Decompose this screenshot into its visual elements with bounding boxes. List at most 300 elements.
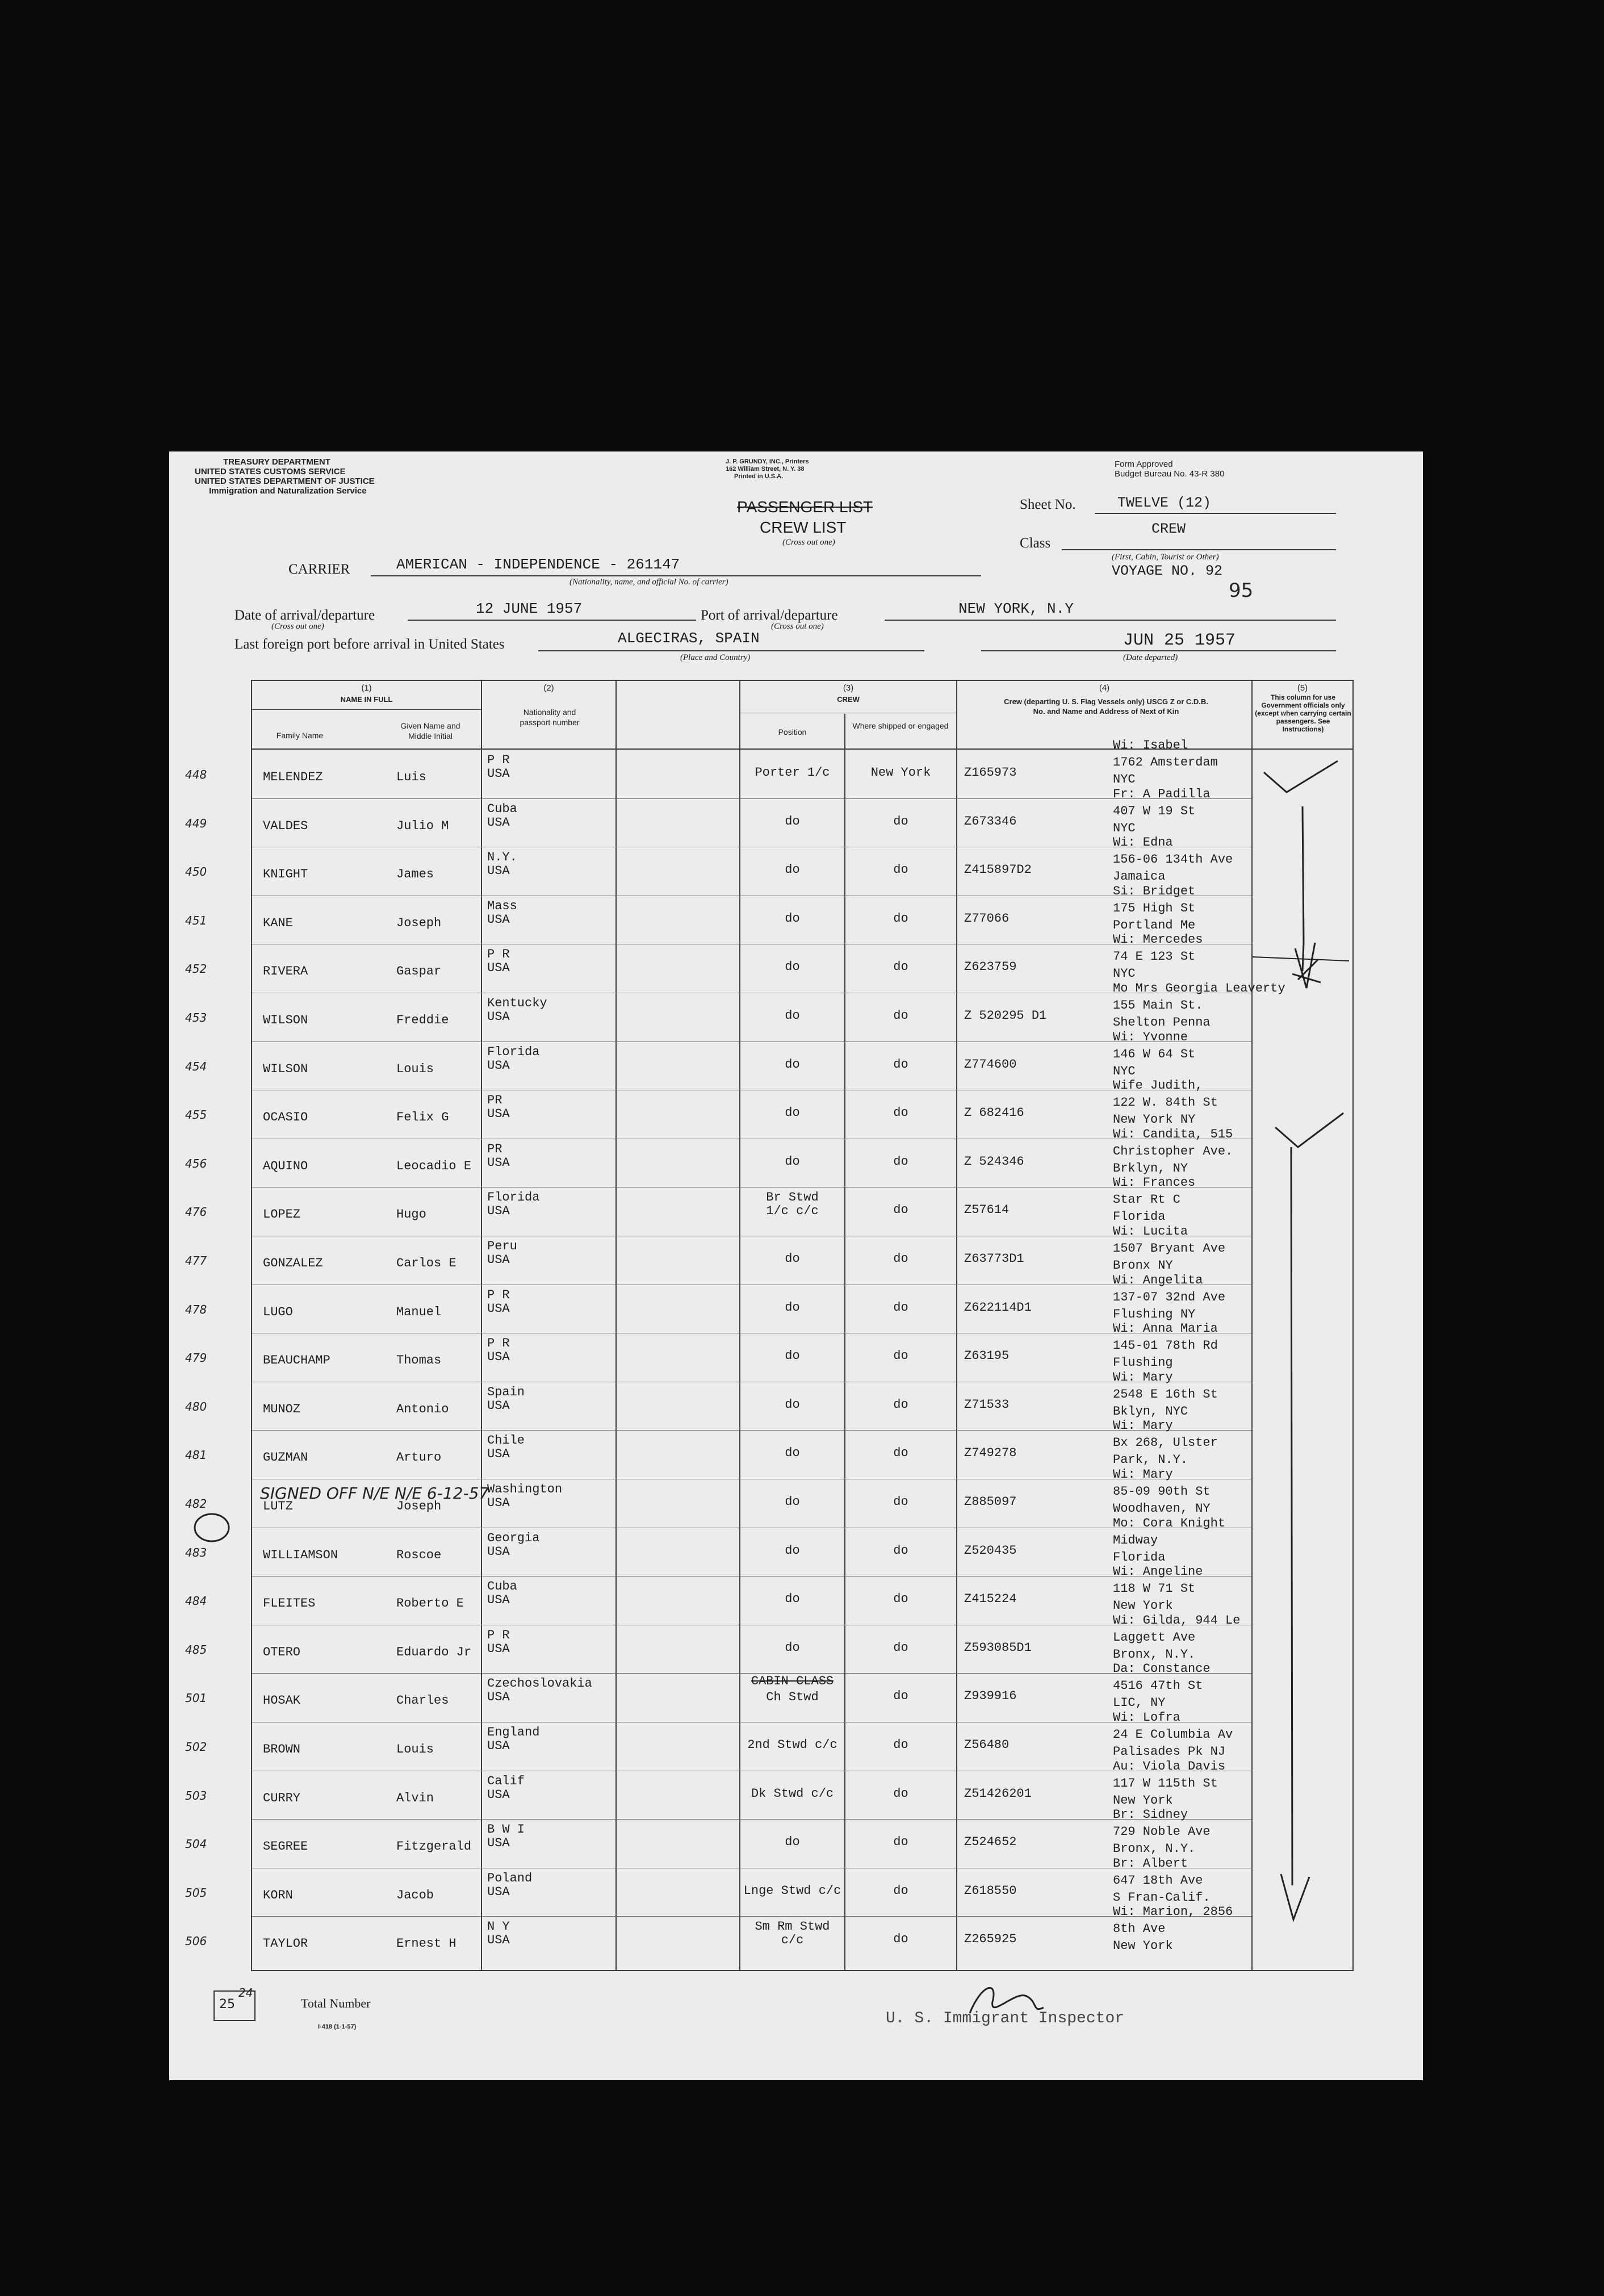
family-name: AQUINO	[263, 1159, 308, 1173]
z-number: Z673346	[964, 814, 1017, 829]
nationality: Cuba	[487, 801, 517, 816]
col3-number: (3)	[843, 683, 854, 693]
where-engaged: do	[893, 1932, 908, 1947]
nationality: Washington	[487, 1482, 563, 1496]
z-number: Z623759	[964, 960, 1017, 975]
agency-line-4: Immigration and Naturalization Service	[209, 486, 367, 496]
carrier-label: CARRIER	[288, 562, 350, 577]
z-number: Z593085D1	[964, 1640, 1032, 1655]
next-of-kin-line: Wi: Marion, 2856	[1113, 1905, 1233, 1919]
next-of-kin-line: Br: Sidney	[1113, 1808, 1188, 1822]
where-engaged: New York	[870, 766, 931, 780]
last-port-value: ALGECIRAS, SPAIN	[618, 630, 760, 647]
family-name: CURRY	[263, 1791, 301, 1805]
row-number: 454	[185, 1059, 207, 1073]
next-of-kin-line: 407 W 19 St	[1113, 804, 1196, 818]
given-name: Roscoe	[396, 1548, 442, 1562]
where-engaged: do	[893, 1397, 908, 1412]
row-number: 506	[185, 1934, 207, 1948]
last-port-label: Last foreign port before arrival in United States	[234, 637, 505, 652]
nationality: Calif	[487, 1774, 525, 1788]
where-engaged: do	[893, 863, 908, 877]
citizenship: USA	[487, 1010, 510, 1024]
given-name: Fitzgerald	[396, 1839, 472, 1854]
citizenship: USA	[487, 912, 510, 927]
row-number: 482	[185, 1497, 207, 1511]
next-of-kin-line: 1762 Amsterdam	[1113, 755, 1218, 769]
sheet-value: TWELVE (12)	[1117, 495, 1212, 511]
official-checkmarks	[1253, 750, 1352, 1971]
next-of-kin-line: 137-07 32nd Ave	[1113, 1290, 1226, 1304]
where-engaged: do	[893, 1446, 908, 1461]
nationality: Spain	[487, 1385, 525, 1399]
next-of-kin-line: Wi: Anna Maria	[1113, 1321, 1218, 1336]
given-name: Manuel	[396, 1304, 442, 1319]
nationality: Mass	[487, 898, 517, 913]
next-of-kin-line: Mo Mrs Georgia Leaverty	[1113, 981, 1285, 996]
position: Br Stwd	[766, 1190, 819, 1205]
total-hand-value: 24	[238, 1986, 253, 2000]
where-engaged: do	[893, 960, 908, 975]
row-number: 501	[185, 1691, 207, 1705]
next-of-kin-line: Christopher Ave.	[1113, 1144, 1233, 1159]
date-subtitle: (Cross out one)	[271, 622, 324, 631]
where-engaged: do	[893, 1495, 908, 1509]
z-number: Z56480	[964, 1738, 1010, 1752]
where-engaged: do	[893, 1154, 908, 1169]
carrier-subtitle: (Nationality, name, and official No. of carrier)	[569, 578, 728, 587]
position: Lnge Stwd c/c	[743, 1883, 841, 1898]
given-name: Louis	[396, 1061, 434, 1076]
given-name: Julio M	[396, 818, 449, 833]
nationality: P R	[487, 1336, 510, 1351]
position-struck: CABIN CLASS	[751, 1674, 834, 1689]
z-number: Z415224	[964, 1592, 1017, 1607]
printer-line-2: 162 William Street, N. Y. 38	[726, 466, 805, 472]
position: do	[785, 1252, 800, 1266]
next-of-kin-line: Si: Bridget	[1113, 884, 1196, 898]
nationality: P R	[487, 1628, 510, 1642]
next-of-kin-line: Bklyn, NYC	[1113, 1404, 1188, 1419]
next-of-kin-line: 155 Main St.	[1113, 998, 1203, 1013]
departed-date-subtitle: (Date departed)	[1123, 653, 1178, 662]
position: do	[785, 814, 800, 829]
given-name: Thomas	[396, 1353, 442, 1368]
z-number: Z 520295 D1	[964, 1009, 1047, 1023]
next-of-kin-line: Star Rt C	[1113, 1193, 1180, 1207]
next-of-kin-line: Brklyn, NY	[1113, 1161, 1188, 1176]
total-label: Total Number	[301, 1996, 371, 2010]
family-name: WILLIAMSON	[263, 1548, 338, 1562]
page-number: 95	[1229, 579, 1254, 602]
nationality: Florida	[487, 1044, 540, 1059]
row-number: 479	[185, 1351, 207, 1365]
z-number: Z165973	[964, 766, 1017, 780]
port-label: Port of arrival/departure	[701, 608, 838, 623]
agency-line-2: UNITED STATES CUSTOMS SERVICE	[195, 467, 346, 476]
next-of-kin-line: 146 W 64 St	[1113, 1047, 1196, 1061]
row-number: 448	[185, 768, 207, 781]
next-of-kin-line: Florida	[1113, 1550, 1166, 1565]
next-of-kin-line: New York NY	[1113, 1113, 1196, 1127]
next-of-kin-line: 647 18th Ave	[1113, 1873, 1203, 1888]
col5-number: (5)	[1297, 683, 1308, 693]
position: do	[785, 1495, 800, 1509]
z-number: Z57614	[964, 1203, 1010, 1218]
position: do	[785, 1640, 800, 1655]
family-name: GUZMAN	[263, 1450, 308, 1465]
next-of-kin-line: 8th Ave	[1113, 1922, 1166, 1937]
next-of-kin-line: Woodhaven, NY	[1113, 1502, 1211, 1516]
family-name: MELENDEZ	[263, 770, 323, 784]
z-number: Z618550	[964, 1883, 1017, 1898]
position: do	[785, 1543, 800, 1558]
citizenship: USA	[487, 1058, 510, 1073]
z-number: Z749278	[964, 1446, 1017, 1461]
given-name: Arturo	[396, 1450, 442, 1465]
next-of-kin-line: 74 E 123 St	[1113, 950, 1196, 964]
next-of-kin-line: Wi: Mary	[1113, 1419, 1173, 1433]
class-label: Class	[1020, 536, 1051, 551]
voyage-number: VOYAGE NO. 92	[1112, 563, 1223, 579]
next-of-kin-line: 2548 E 16th St	[1113, 1387, 1218, 1402]
citizenship: USA	[487, 961, 510, 976]
col-family-name: Family Name	[276, 731, 324, 740]
row-divider	[252, 1673, 1251, 1674]
next-of-kin-line: S Fran-Calif.	[1113, 1890, 1211, 1905]
where-engaged: do	[893, 1592, 908, 1607]
z-number: Z77066	[964, 911, 1010, 926]
position: do	[785, 1106, 800, 1120]
row-number: 451	[185, 913, 207, 927]
next-of-kin-line: LIC, NY	[1113, 1696, 1166, 1711]
family-name: MUNOZ	[263, 1402, 301, 1416]
position: do	[785, 1154, 800, 1169]
budget-bureau: Budget Bureau No. 43-R 380	[1115, 469, 1225, 479]
where-engaged: do	[893, 1640, 908, 1655]
given-name: Joseph	[396, 915, 442, 930]
where-engaged: do	[893, 1106, 908, 1120]
next-of-kin-line: Midway	[1113, 1533, 1158, 1548]
next-of-kin-line: 122 W. 84th St	[1113, 1095, 1218, 1110]
next-of-kin-line: Mo: Cora Knight	[1113, 1516, 1226, 1530]
citizenship: USA	[487, 1593, 510, 1608]
next-of-kin-line: Wi: Lofra	[1113, 1711, 1180, 1725]
position: 2nd Stwd c/c	[747, 1738, 837, 1752]
position: do	[785, 911, 800, 926]
z-number: Z63195	[964, 1349, 1010, 1364]
next-of-kin-line: Wi: Angelita	[1113, 1273, 1203, 1287]
nationality: P R	[487, 1287, 510, 1302]
given-name: Joseph	[396, 1499, 442, 1513]
class-subtitle: (First, Cabin, Tourist or Other)	[1112, 553, 1219, 562]
z-number: Z 682416	[964, 1106, 1024, 1120]
col-official-use: This column for use Government officials only (except when carrying certain passengers. See Instructions)	[1255, 693, 1351, 733]
next-of-kin-line: Da: Constance	[1113, 1662, 1211, 1676]
next-of-kin-line: Jamaica	[1113, 869, 1166, 884]
nationality: N.Y.	[487, 850, 517, 865]
next-of-kin-line: Palisades Pk NJ	[1113, 1745, 1226, 1759]
family-name: HOSAK	[263, 1693, 301, 1708]
next-of-kin-line: Flushing	[1113, 1356, 1173, 1370]
form-approved: Form Approved	[1115, 459, 1173, 469]
given-name: Felix G	[396, 1110, 449, 1125]
where-engaged: do	[893, 1543, 908, 1558]
col-position: Position	[778, 727, 807, 737]
row-divider	[252, 1430, 1251, 1431]
next-of-kin-line: 118 W 71 St	[1113, 1582, 1196, 1596]
next-of-kin-line: New York	[1113, 1939, 1173, 1954]
crew-list-title: CREW LIST	[760, 518, 847, 536]
next-of-kin-line: New York	[1113, 1599, 1173, 1613]
z-number: Z939916	[964, 1689, 1017, 1704]
next-of-kin-line: NYC	[1113, 1064, 1136, 1078]
given-name: Jacob	[396, 1888, 434, 1902]
position: do	[785, 1057, 800, 1072]
position: do	[785, 863, 800, 877]
col3-title: CREW	[837, 695, 860, 704]
position: do	[785, 1397, 800, 1412]
family-name: OCASIO	[263, 1110, 308, 1125]
next-of-kin-line: Au: Viola Davis	[1113, 1759, 1226, 1774]
family-name: OTERO	[263, 1645, 301, 1659]
where-engaged: do	[893, 1835, 908, 1850]
nationality: Georgia	[487, 1530, 540, 1545]
citizenship: USA	[487, 767, 510, 781]
row-number: 453	[185, 1011, 207, 1024]
position: do	[785, 1009, 800, 1023]
z-number: Z524652	[964, 1835, 1017, 1850]
next-of-kin-line: Fr: A Padilla	[1113, 787, 1211, 801]
row-number: 478	[185, 1302, 207, 1316]
citizenship: USA	[487, 1641, 510, 1656]
next-of-kin-line: Flushing NY	[1113, 1307, 1196, 1321]
position: do	[785, 1835, 800, 1850]
given-name: Carlos E	[396, 1256, 457, 1270]
next-of-kin-line: 24 E Columbia Av	[1113, 1728, 1233, 1742]
signed-off-note: SIGNED OFF N/E N/E 6-12-57	[260, 1484, 489, 1503]
position: do	[785, 1446, 800, 1461]
where-engaged: do	[893, 1203, 908, 1218]
next-of-kin-line: NYC	[1113, 772, 1136, 787]
row-number: 503	[185, 1788, 207, 1802]
row-number: 455	[185, 1108, 207, 1122]
next-of-kin-line: 175 High St	[1113, 901, 1196, 915]
col-given-name: Given Name and Middle Initial	[400, 721, 460, 741]
citizenship: USA	[487, 1884, 510, 1899]
total-value: 25	[219, 1997, 235, 2011]
citizenship: USA	[487, 1447, 510, 1462]
given-name: Ernest H	[396, 1937, 457, 1951]
z-number: Z63773D1	[964, 1252, 1024, 1266]
next-of-kin-line: 117 W 115th St	[1113, 1776, 1218, 1791]
citizenship: USA	[487, 1544, 510, 1559]
row-number: 485	[185, 1642, 207, 1657]
position: Ch Stwd	[766, 1690, 819, 1705]
family-name: LUTZ	[263, 1499, 293, 1513]
nationality: P R	[487, 753, 510, 767]
family-name: BEAUCHAMP	[263, 1353, 330, 1368]
date-value: 12 JUNE 1957	[476, 600, 583, 617]
position: Dk Stwd c/c	[751, 1786, 834, 1801]
row-number: 502	[185, 1740, 207, 1754]
next-of-kin-line: Bx 268, Ulster	[1113, 1436, 1218, 1450]
nationality: N Y	[487, 1919, 510, 1934]
nationality: B W I	[487, 1822, 525, 1837]
nationality: Cuba	[487, 1579, 517, 1594]
position: do	[785, 1300, 800, 1315]
row-divider	[252, 798, 1251, 799]
where-engaged: do	[893, 1738, 908, 1752]
col2-number: (2)	[543, 683, 554, 693]
citizenship: USA	[487, 1107, 510, 1122]
next-of-kin-line: Wi: Gilda, 944 Le	[1113, 1613, 1241, 1628]
family-name: VALDES	[263, 818, 308, 833]
where-engaged: do	[893, 814, 908, 829]
where-engaged: do	[893, 1300, 908, 1315]
next-of-kin-line: Shelton Penna	[1113, 1015, 1211, 1030]
given-name: Charles	[396, 1693, 449, 1708]
cross-out-note: (Cross out one)	[782, 538, 835, 547]
next-of-kin-line: Wi: Mary	[1113, 1467, 1173, 1482]
col-where-shipped: Where shipped or engaged	[852, 721, 949, 730]
next-of-kin-line: Wi: Yvonne	[1113, 1030, 1188, 1044]
family-name: RIVERA	[263, 964, 308, 979]
citizenship: USA	[487, 1739, 510, 1753]
next-of-kin-line: Portland Me	[1113, 918, 1196, 932]
crew-list-form	[169, 451, 1423, 2080]
next-of-kin-line: Wi: Candita, 515	[1113, 1127, 1233, 1141]
row-number: 484	[185, 1594, 207, 1608]
col-crew-info: Crew (departing U. S. Flag Vessels only) USCG Z or C.D.B. No. and Name and Address of Next of Kin	[1004, 697, 1208, 716]
inspector-stamp: U. S. Immigrant Inspector	[886, 2010, 1125, 2027]
where-engaged: do	[893, 1883, 908, 1898]
row-divider	[252, 1916, 1251, 1917]
citizenship: USA	[487, 1787, 510, 1802]
next-of-kin-line: Florida	[1113, 1210, 1166, 1224]
z-number: Z71533	[964, 1397, 1010, 1412]
citizenship: USA	[487, 1398, 510, 1413]
sheet-label: Sheet No.	[1020, 497, 1076, 512]
given-name: Roberto E	[396, 1596, 464, 1611]
position: Sm Rm Stwd	[755, 1919, 830, 1934]
position: do	[785, 1349, 800, 1364]
given-name: James	[396, 867, 434, 882]
family-name: BROWN	[263, 1742, 301, 1756]
port-subtitle: (Cross out one)	[771, 622, 824, 631]
agency-line-3: UNITED STATES DEPARTMENT OF JUSTICE	[195, 476, 375, 486]
family-name: WILSON	[263, 1013, 308, 1027]
next-of-kin-line: Wife Judith,	[1113, 1078, 1203, 1093]
family-name: LOPEZ	[263, 1207, 301, 1222]
next-of-kin-line: Wi: Mary	[1113, 1370, 1173, 1385]
next-of-kin-line: 4516 47th St	[1113, 1679, 1203, 1693]
next-of-kin-line: 145-01 78th Rd	[1113, 1339, 1218, 1353]
citizenship: USA	[487, 1496, 510, 1510]
citizenship: USA	[487, 1253, 510, 1267]
family-name: LUGO	[263, 1304, 293, 1319]
z-number: Z265925	[964, 1932, 1017, 1947]
family-name: KNIGHT	[263, 867, 308, 882]
carrier-value: AMERICAN - INDEPENDENCE - 261147	[396, 556, 680, 573]
nationality: Poland	[487, 1871, 533, 1885]
port-value: NEW YORK, N.Y	[958, 600, 1074, 617]
citizenship: USA	[487, 1836, 510, 1851]
inspector-signature	[964, 1973, 1049, 2025]
next-of-kin-line: Park, N.Y.	[1113, 1453, 1188, 1467]
row-divider	[252, 1819, 1251, 1820]
next-of-kin-line: Bronx, N.Y.	[1113, 1842, 1196, 1856]
family-name: FLEITES	[263, 1596, 316, 1611]
citizenship: USA	[487, 1690, 510, 1705]
family-name: KANE	[263, 915, 293, 930]
next-of-kin-line: 729 Noble Ave	[1113, 1825, 1211, 1839]
given-name: Alvin	[396, 1791, 434, 1805]
position-line-2: 1/c c/c	[766, 1204, 819, 1219]
printer-line-3: Printed in U.S.A.	[734, 473, 784, 480]
row-number: 452	[185, 962, 207, 976]
position-line-2: c/c	[781, 1933, 804, 1948]
row-number: 449	[185, 816, 207, 830]
nationality: PR	[487, 1141, 502, 1156]
departed-date: JUN 25 1957	[1123, 631, 1236, 650]
where-engaged: do	[893, 1349, 908, 1364]
nationality: P R	[487, 947, 510, 962]
given-name: Eduardo Jr	[396, 1645, 472, 1659]
nationality: Kentucky	[487, 996, 547, 1010]
position: do	[785, 960, 800, 975]
nationality: Florida	[487, 1190, 540, 1205]
nationality: Chile	[487, 1433, 525, 1448]
next-of-kin-line: Wi: Frances	[1113, 1176, 1196, 1190]
given-name: Gaspar	[396, 964, 442, 979]
z-number: Z774600	[964, 1057, 1017, 1072]
position: do	[785, 1592, 800, 1607]
where-engaged: do	[893, 1689, 908, 1704]
citizenship: USA	[487, 864, 510, 879]
citizenship: USA	[487, 1155, 510, 1170]
row-number: 477	[185, 1254, 207, 1268]
next-of-kin-line: Br: Albert	[1113, 1856, 1188, 1871]
where-engaged: do	[893, 1786, 908, 1801]
next-of-kin-line: NYC	[1113, 821, 1136, 835]
col1-title: NAME IN FULL	[340, 695, 393, 704]
printer-line-1: J. P. GRUNDY, INC., Printers	[726, 458, 809, 465]
z-number: Z 524346	[964, 1154, 1024, 1169]
next-of-kin-line: 85-09 90th St	[1113, 1484, 1211, 1499]
nationality: Czechoslovakia	[487, 1676, 592, 1691]
citizenship: USA	[487, 815, 510, 830]
citizenship: USA	[487, 1301, 510, 1316]
next-of-kin-line: Wi: Isabel	[1113, 738, 1188, 752]
family-name: SEGREE	[263, 1839, 308, 1854]
row-number: 483	[185, 1545, 207, 1559]
given-name: Louis	[396, 1742, 434, 1756]
row-number: 480	[185, 1399, 207, 1413]
z-number: Z520435	[964, 1543, 1017, 1558]
next-of-kin-line: 1507 Bryant Ave	[1113, 1241, 1226, 1256]
z-number: Z885097	[964, 1495, 1017, 1509]
class-value: CREW	[1151, 521, 1186, 537]
family-name: GONZALEZ	[263, 1256, 323, 1270]
given-name: Leocadio E	[396, 1159, 472, 1173]
given-name: Antonio	[396, 1402, 449, 1416]
family-name: TAYLOR	[263, 1937, 308, 1951]
z-number: Z415897D2	[964, 863, 1032, 877]
row-number: 504	[185, 1837, 207, 1851]
z-number: Z622114D1	[964, 1300, 1032, 1315]
circle-mark	[192, 1511, 232, 1545]
